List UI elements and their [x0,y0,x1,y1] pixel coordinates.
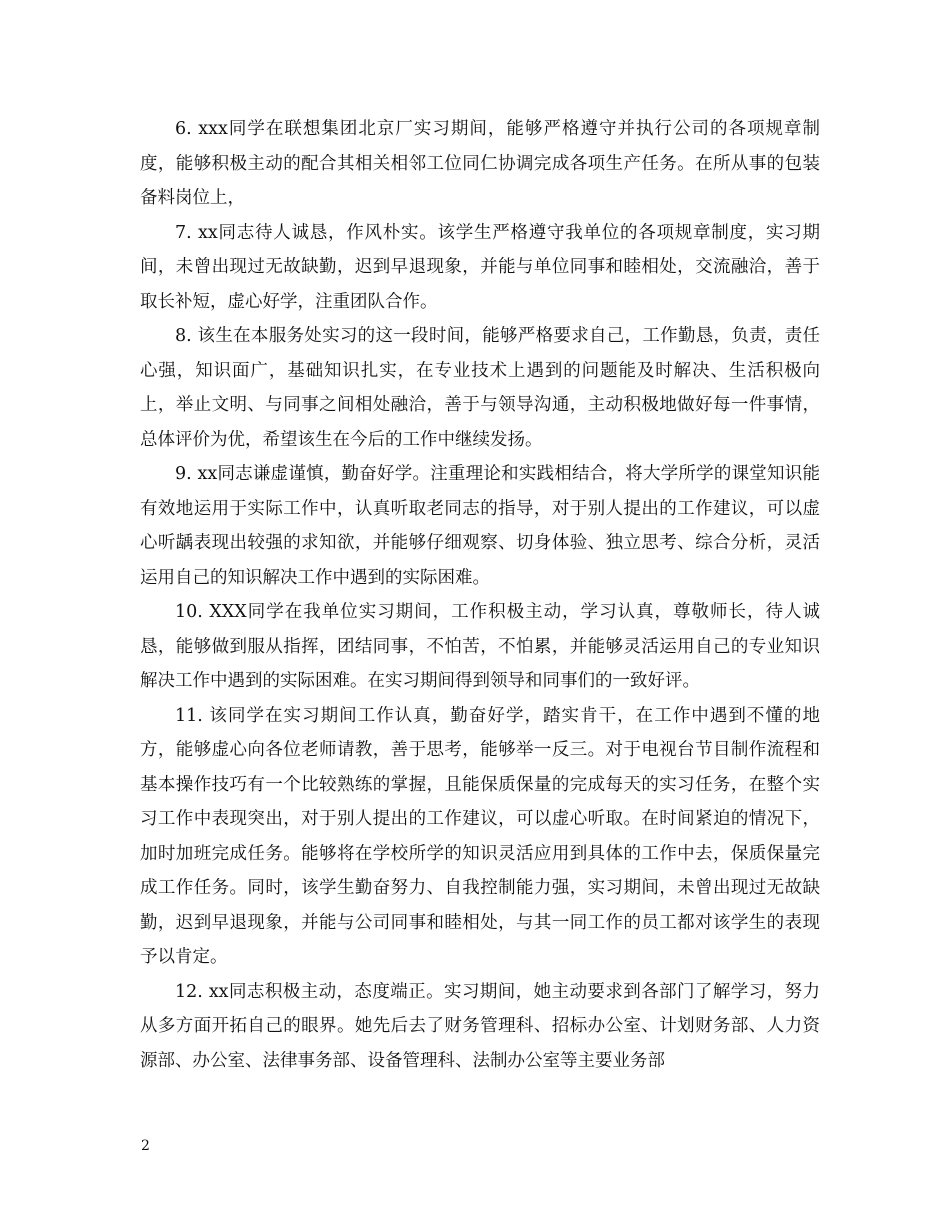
paragraph-10: 10. XXX同学在我单位实习期间，工作积极主动，学习认真，尊敬师长，待人诚恳，能够做到服从指挥，团结同事，不怕苦，不怕累，并能够灵活运用自己的专业知识解决工作中遇到的实际困难。在实习期间得到领导和同事们的一致好评。 [140,602,820,691]
paragraph-7: 7. xx同志待人诚恳，作风朴实。该学生严格遵守我单位的各项规章制度，实习期间，未曾出现过无故缺勤，迟到早退现象，并能与单位同事和睦相处，交流融洽，善于取长补短，虚心好学，注重团队合作。 [140,222,820,312]
paragraph-8: 8. 该生在本服务处实习的这一段时间，能够严格要求自己，工作勤恳，负责，责任心强，知识面广，基础知识扎实，在专业技术上遇到的问题能及时解决、生活积极向上，举止文明、与同事之间相处融洽，善于与领导沟通，主动积极地做好每一件事情，总体评价为优，希望该生在今后的工作中继续发扬。 [140,326,820,450]
paragraph-11: 11. 该同学在实习期间工作认真，勤奋好学，踏实肯干，在工作中遇到不懂的地方，能够虚心向各位老师请教，善于思考，能够举一反三。对于电视台节目制作流程和基本操作技巧有一个比较熟练的掌握，且能保质保量的完成每天的实习任务，在整个实习工作中表现突出，对于别人提出的工作建议，可以虚心听取。在时间紧迫的情况下，加时加班完成任务。能够将在学校所学的知识灵活应用到具体的工作中去，保质保量完成工作任务。同时，该学生勤奋努力、自我控制能力强，实习期间，未曾出现过无故缺勤，迟到早退现象，并能与公司同事和睦相处，与其一同工作的员工都对该学生的表现予以肯定。 [140,705,820,967]
paragraph-12: 12. xx同志积极主动，态度端正。实习期间，她主动要求到各部门了解学习，努力从多方面开拓自己的眼界。她先后去了财务管理科、招标办公室、计划财务部、人力资源部、办公室、法律事务部、设备管理科、法制办公室等主要业务部 [140,981,820,1071]
page-number: 2 [141,1138,150,1154]
paragraph-6: 6. xxx同学在联想集团北京厂实习期间，能够严格遵守并执行公司的各项规章制度，能够积极主动的配合其相关相邻工位同仁协调完成各项生产任务。在所从事的包装备料岗位上， [140,119,820,208]
body-text [140,112,820,1078]
paragraph-9: 9. xx同志谦虚谨慎，勤奋好学。注重理论和实践相结合，将大学所学的课堂知识能有效地运用于实际工作中，认真听取老同志的指导，对于别人提出的工作建议，可以虚心听龋表现出较强的求知欲，并能够仔细观察、切身体验、独立思考、综合分析，灵活运用自己的知识解决工作中遇到的实际困难。 [140,464,820,588]
